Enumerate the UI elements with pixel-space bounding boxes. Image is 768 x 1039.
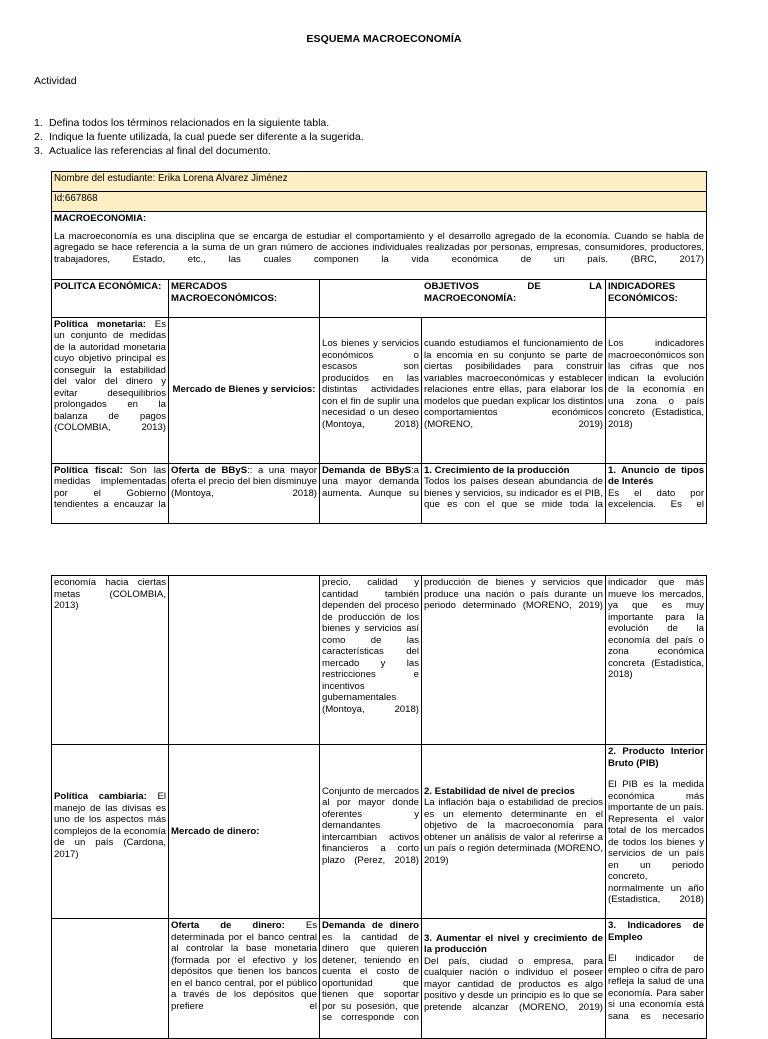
monetary-policy-title: Política monetaria: xyxy=(54,318,146,330)
goods-demand-cell xyxy=(320,463,422,524)
header-objectives xyxy=(320,280,606,318)
student-id-cell xyxy=(52,192,707,212)
instruction-item xyxy=(34,144,364,158)
student-name-cell xyxy=(52,172,707,192)
money-supply-title: Oferta de dinero: xyxy=(171,920,285,931)
exchange-policy-text: El manejo de las divisas es uno de los aspectos más complejos de la economía de un país (Cardona, 2017) xyxy=(54,791,167,860)
price-stability-cell xyxy=(422,745,606,919)
student-id: Id:667868 xyxy=(54,193,98,204)
price-stability-text: La inflación baja o estabilidad de precios es un elemento determinante en el objetivo de la macroeconomía para obtener un análisis de valor al referirse a un país o región determinada (MORENO, 2019) xyxy=(424,797,603,866)
instruction-number: 3. xyxy=(34,145,43,157)
activity-label: Actividad xyxy=(34,75,77,87)
money-market-definition-cell xyxy=(320,745,422,919)
exchange-policy-cell xyxy=(52,745,169,919)
instruction-text: Defina todos los términos relacionados en la siguiente tabla. xyxy=(49,117,330,129)
objectives-intro: cuando estudiamos el funcionamiento de la encomia en su conjunto se parte de ciertas posibilidades para construir variables macroeconómicas y establecer relaciones entre ellas, para elaborar los modelos que puedan explicar los distintos comportamientos económicos (MORENO, 2019) xyxy=(424,338,603,430)
macroeconomics-definition: La macroeconomía es una disciplina que se encarga de estudiar el comportamiento y el desarrollo agregado de la economía. Cuando se habla de agregado se hace referencia a la suma de un gran número de acciones individuales realizadas por personas, empresas, consumidores, productores, trabajadores, Estado, etc., las cuales componen la vida económica de un país. (BRC, 2017) xyxy=(54,230,705,265)
instructions-list xyxy=(34,116,364,158)
interest-rates-cell xyxy=(606,463,707,524)
money-demand-text: es la cantidad de dinero que quieren detener, teniendo en cuenta el costo de oportunidad que tienen que soportar por su posesión, que se corresponde con xyxy=(322,931,419,1023)
instruction-number: 1. xyxy=(34,117,43,129)
employment-indicator-cell xyxy=(606,919,707,1039)
monetary-policy-text: Es un conjunto de medidas de la autoridad monetaria cuyo objetivo principal es conseguir la estabilidad del valor del dinero y evitar desequilibrios prolongados en la balanza de pagos (COLOMBIA, 2013) xyxy=(54,318,166,433)
interest-rates-title: 1. Anuncio de tipos de Interés xyxy=(608,464,705,487)
production-growth-cell xyxy=(422,463,606,524)
goods-demand-text: :a una mayor demanda aumenta. Aunque su xyxy=(322,464,419,499)
gdp-indicator-title: 2. Producto Interior Bruto (PIB) xyxy=(608,746,704,769)
instruction-text: Indique la fuente utilizada, la cual puede ser diferente a la sugerida. xyxy=(49,131,364,143)
header-indicators: INDICADORES ECONÓMICOS: xyxy=(606,280,707,318)
header-policy: POLITCA ECONÓMICA: xyxy=(52,280,169,318)
production-growth-continued-cell xyxy=(422,576,606,745)
header-markets: MERCADOS MACROECONÓMICOS: xyxy=(169,280,320,318)
macroeconomics-definition-cell xyxy=(52,212,707,280)
instruction-item xyxy=(34,116,364,130)
fiscal-policy-text-continued: economía hacia ciertas metas (COLOMBIA, 2013) xyxy=(54,577,166,611)
goods-supply-cell xyxy=(169,463,320,524)
money-demand-title: Demanda de dinero xyxy=(322,920,419,931)
employment-indicator-text: El indicador de empleo o cifra de paro refleja la salud de una economía. Para saber si una economía está sana es necesario xyxy=(608,953,704,1022)
output-growth-title: 3. Aumentar el nivel y crecimiento de la producción xyxy=(424,932,603,955)
employment-indicator-title: 3. Indicadores de Empleo xyxy=(608,920,704,943)
money-supply-text: Es determinada por el banco central al controlar la base monetaria (formada por el efectivo y los depósitos que tienen los bancos en el banco central, por el público a través de los depósitos que prefiere el xyxy=(171,920,318,1012)
document-title: ESQUEMA MACROECONOMÍA xyxy=(306,33,462,45)
goods-services-definition-cell xyxy=(320,317,422,463)
indicators-intro-cell xyxy=(606,317,707,463)
goods-supply-title: Oferta de BByS xyxy=(171,464,248,476)
money-supply-cell xyxy=(169,919,320,1039)
monetary-policy-cell xyxy=(52,317,169,463)
macroeconomics-table-part-1 xyxy=(51,171,707,524)
money-market-cell xyxy=(169,745,320,919)
fiscal-policy-continued-cell xyxy=(52,576,169,745)
price-stability-title: 2. Estabilidad de nivel de precios xyxy=(424,785,575,797)
macroeconomics-heading: MACROECONOMIA: xyxy=(54,213,147,224)
goods-supply-continued-cell xyxy=(169,576,320,745)
money-market-name: Mercado de dinero: xyxy=(171,825,260,837)
interest-rates-text: Es el dato por excelencia. Es el xyxy=(608,487,705,510)
production-growth-text: Todos los países desean abundancia de bienes y servicios, su indicador es el PIB, que es con el que se mide toda la xyxy=(424,476,603,510)
money-demand-cell xyxy=(320,919,422,1039)
output-growth-text: Del país, ciudad o empresa, para cualquier nación o individuo el poseer mayor cantidad de productos es algo positivo y desde un principio es lo que se pretende alcanzar (MORENO, 2019) xyxy=(424,955,603,1013)
gdp-indicator-text: El PIB es la medida económica más importante de un país. Representa el valor total de los mercados de todos los bienes y servicios de un país en un periodo concreto, normalmente un año (Estadistica, 2018) xyxy=(608,779,704,905)
output-growth-cell xyxy=(422,919,606,1039)
objectives-intro-cell xyxy=(422,317,606,463)
instruction-number: 2. xyxy=(34,131,43,143)
production-growth-text-continued: producción de bienes y servicios que produce una nación o país durante un periodo determinado (MORENO, 2019) xyxy=(424,577,603,611)
goods-services-market-cell xyxy=(169,317,320,463)
goods-demand-continued-cell xyxy=(320,576,422,745)
goods-demand-text-continued: precio, calidad y cantidad también dependen del proceso de producción de los bienes y servicios así como de las características del mercado y las restricciones e incentivos gubernamentales (Montoya, 2018) xyxy=(322,577,419,715)
indicators-intro: Los indicadores macroeconómicos son las cifras que nos indican la evolución de la economía en una zona o país concreto (Estadistica, 2018) xyxy=(608,338,705,430)
student-name: Nombre del estudiante: Erika Lorena Alvarez Jiménez xyxy=(54,173,288,184)
instruction-item xyxy=(34,130,364,144)
fiscal-policy-title: Política fiscal: xyxy=(54,464,123,476)
money-market-definition: Conjunto de mercados al por mayor donde oferentes y demandantes intercambian activos financieros a corto plazo (Perez, 2018) xyxy=(322,785,419,866)
exchange-policy-title: Política cambiaria: xyxy=(54,791,147,803)
header-objectives-text: OBJETIVOS DE LA MACROECONOMÍA: xyxy=(424,281,602,304)
goods-services-definition: Los bienes y servicios económicos o escasos son producidos en las distintas actividades con el fin de suplir una necesidad o un deseo (Montoya, 2018) xyxy=(322,338,419,430)
gdp-indicator-cell xyxy=(606,745,707,919)
fiscal-policy-text: Son las medidas implementadas por el Gobierno tendientes a encauzar la xyxy=(54,464,167,510)
fiscal-policy-cell xyxy=(52,463,169,524)
instruction-text: Actualice las referencias al final del documento. xyxy=(49,145,271,157)
production-growth-title: 1. Crecimiento de la producción xyxy=(424,464,570,476)
empty-policy-cell xyxy=(52,919,169,1039)
interest-rates-text-continued: indicador que más mueve los mercados, ya que es muy importante para la evolución de la economía del país o zona económica concreta (Estadística, 2018) xyxy=(608,577,704,680)
goods-demand-title: Demanda de BByS xyxy=(322,464,411,476)
goods-supply-text: :: a una mayor oferta el precio del bien disminuye (Montoya, 2018) xyxy=(171,464,317,499)
macroeconomics-table-part-2 xyxy=(51,575,707,1039)
goods-services-market-name: Mercado de Bienes y servicios: xyxy=(172,384,316,396)
interest-rates-continued-cell xyxy=(606,576,707,745)
